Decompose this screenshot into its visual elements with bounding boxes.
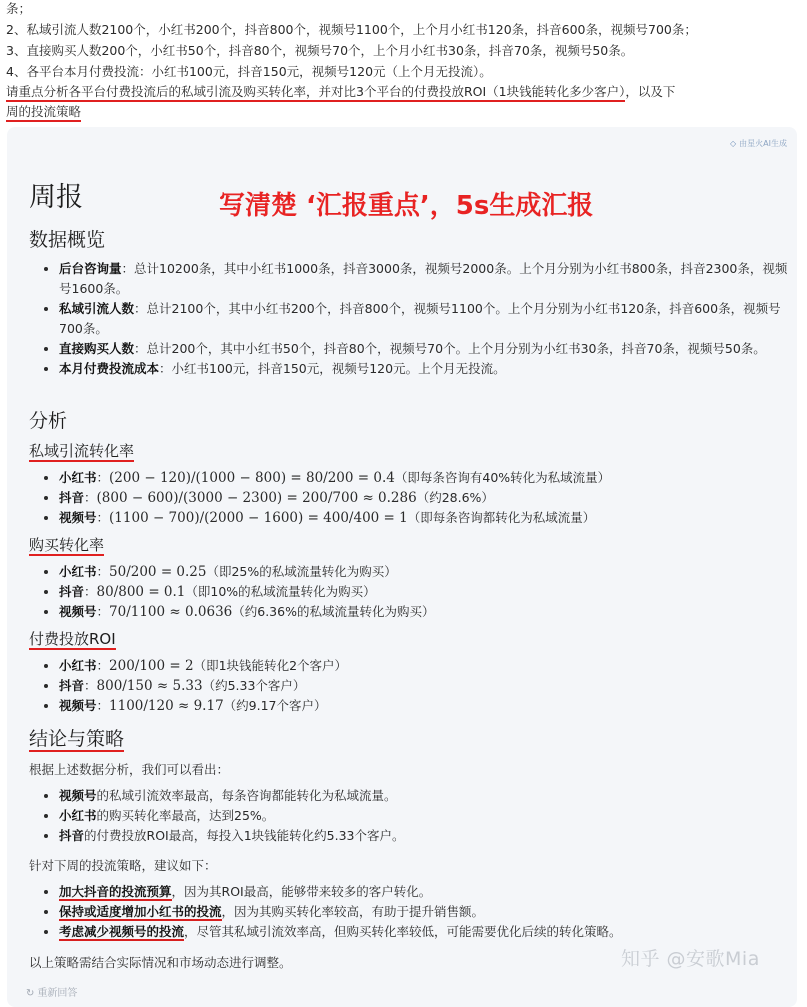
conclusion-heading xyxy=(29,724,124,751)
closing-note: 以上策略需结合实际情况和市场动态进行调整。 xyxy=(29,955,292,970)
purchase-heading-text: 购买转化率 xyxy=(29,536,105,554)
prompt-line-5-tail: ，以及下 xyxy=(625,84,676,99)
item-label: 抖音 xyxy=(59,584,85,599)
formula: 50/200 = 0.25 xyxy=(109,564,207,580)
item-note: （约5.33个客户） xyxy=(202,678,306,693)
item-text: ：总计10200条，其中小红书1000条，抖音3000条，视频号2000条。上个月分别为小红书800条，抖音2300条，视频号1600条。 xyxy=(59,261,788,296)
item-note: （即每条咨询有40%转化为私域流量） xyxy=(394,470,611,485)
list-item xyxy=(59,826,789,846)
purchase-conversion-heading xyxy=(29,534,104,555)
item-label: 视频号 xyxy=(59,788,97,803)
strategy-text: ，因为其购买转化率较高，有助于提升销售额。 xyxy=(221,904,485,919)
list-item: • 抖音：80/800 = 0.1（即10%的私域流量转化为购买） xyxy=(59,582,789,602)
list-item xyxy=(59,806,789,826)
zhihu-watermark: 知乎 @安歌Mia xyxy=(621,948,760,970)
list-item xyxy=(59,359,789,379)
ai-tag-label: 由星火AI生成 xyxy=(739,139,787,148)
item-text: 的私域引流效率最高，每条咨询都能转化为私域流量。 xyxy=(96,788,397,803)
formula: 800/150 ≈ 5.33 xyxy=(96,678,203,694)
roi-list xyxy=(43,656,789,716)
answer-card xyxy=(7,127,797,1007)
private-conversion-list xyxy=(43,468,789,528)
strategy-text: ，因为其ROI最高，能够带来较多的客户转化。 xyxy=(171,884,432,899)
strategy-label: 保持或适度增加小红书的投流 xyxy=(59,904,222,919)
strategy-list xyxy=(43,882,789,942)
strategy-label: 加大抖音的投流预算 xyxy=(59,884,172,899)
list-item xyxy=(59,259,789,299)
item-note: （即10%的私域流量转化为购买） xyxy=(185,584,376,599)
formula: 70/1100 ≈ 0.0636 xyxy=(109,604,233,620)
formula: 200/100 = 2 xyxy=(109,658,194,674)
strategy-intro: 针对下周的投流策略，建议如下： xyxy=(29,858,217,873)
list-item xyxy=(59,786,789,806)
item-label: 小红书 xyxy=(59,564,97,579)
item-note: （即25%的私域流量转化为购买） xyxy=(206,564,397,579)
ai-generated-tag xyxy=(730,138,787,149)
formula: (1100 − 700)/(2000 − 1600) = 400/400 = 1 xyxy=(109,510,408,526)
item-label: 抖音 xyxy=(59,490,85,505)
prompt-line-3: 3、直接购买人数200个，小红书50个，抖音80个，视频号70个，上个月小红书30条，抖音70条，视频号50条。 xyxy=(6,43,634,58)
list-item: • 视频号：(1100 − 700)/(2000 − 1600) = 400/400 = 1（即每条咨询都转化为私域流量） xyxy=(59,508,789,528)
item-note: （约9.17个客户） xyxy=(223,698,327,713)
item-text: 的购买转化率最高，达到25%。 xyxy=(96,808,275,823)
regenerate-button[interactable] xyxy=(26,984,77,999)
private-heading-text: 私域引流转化率 xyxy=(29,442,135,460)
prompt-highlight-2: ，并对比3个平台的付费投放ROI（1块钱能转化多少客户） xyxy=(306,84,625,102)
item-note: （即1块钱能转化2个客户） xyxy=(193,658,348,673)
list-item: • 小红书：50/200 = 0.25（即25%的私域流量转化为购买） xyxy=(59,562,789,582)
item-text: ：小红书100元，抖音150元，视频号120元。上个月无投流。 xyxy=(159,361,506,376)
item-label: 视频号 xyxy=(59,604,97,619)
conclusion-heading-text: 结论与策略 xyxy=(29,728,125,750)
item-text: ：总计2100个，其中小红书200个，抖音800个，视频号1100个。上个月分别为小红书120条，抖音600条，视频号700条。 xyxy=(59,301,781,336)
prompt-line-5 xyxy=(6,81,675,103)
roi-heading xyxy=(29,628,116,649)
formula: 80/800 = 0.1 xyxy=(96,584,186,600)
prompt-line-6 xyxy=(6,101,81,123)
item-note: （约28.6%） xyxy=(416,490,494,505)
list-item: • 视频号：70/1100 ≈ 0.0636（约6.36%的私域流量转化为购买） xyxy=(59,602,789,622)
formula: 1100/120 ≈ 9.17 xyxy=(109,698,224,714)
private-conversion-heading xyxy=(29,440,134,461)
item-text: ：总计200个，其中小红书50个，抖音80个，视频号70个。上个月分别为小红书30条，抖音70条，视频号50条。 xyxy=(134,341,766,356)
purchase-conversion-list xyxy=(43,562,789,622)
regenerate-label: 重新回答 xyxy=(37,988,78,999)
strategy-label: 考虑减少视频号的投流 xyxy=(59,924,185,939)
list-item xyxy=(59,299,789,339)
item-label: 视频号 xyxy=(59,698,97,713)
list-item xyxy=(59,922,789,942)
overview-list xyxy=(43,259,789,379)
item-text: 的付费投放ROI最高，每投入1块钱能转化约5.33个客户。 xyxy=(84,828,405,843)
item-label: 私域引流人数 xyxy=(59,301,135,316)
list-item: • 抖音：800/150 ≈ 5.33（约5.33个客户） xyxy=(59,676,789,696)
item-note: （约6.36%的私域流量转化为购买） xyxy=(232,604,435,619)
overview-heading: 数据概览 xyxy=(29,229,106,251)
strategy-text: ，尽管其私域引流效率高，但购买转化率较低，可能需要优化后续的转化策略。 xyxy=(184,924,622,939)
prompt-line-0: 条； xyxy=(6,1,32,16)
report-title: 周报 xyxy=(29,182,83,213)
item-label: 小红书 xyxy=(59,658,97,673)
formula: (200 − 120)/(1000 − 800) = 80/200 = 0.4 xyxy=(109,470,395,486)
conclusion-intro: 根据上述数据分析，我们可以看出： xyxy=(29,762,230,777)
item-label: 抖音 xyxy=(59,828,85,843)
item-label: 本月付费投流成本 xyxy=(59,361,160,376)
prompt-highlight-3: 周的投流策略 xyxy=(6,104,81,122)
item-label: 小红书 xyxy=(59,470,97,485)
item-label: 抖音 xyxy=(59,678,85,693)
item-note: （即每条咨询都转化为私域流量） xyxy=(407,510,596,525)
formula: (800 − 600)/(3000 − 2300) = 200/700 ≈ 0.286 xyxy=(96,490,417,506)
annotation-banner: 写清楚 ‘汇报重点’，5s生成汇报 xyxy=(219,191,594,221)
list-item xyxy=(59,882,789,902)
list-item: • 视频号：1100/120 ≈ 9.17（约9.17个客户） xyxy=(59,696,789,716)
prompt-line-2: 2、私域引流人数2100个，小红书200个，抖音800个，视频号1100个，上个月小红书120条，抖音600条，视频号700条； xyxy=(6,22,697,37)
prompt-line-4: 4、各平台本月付费投流：小红书100元，抖音150元，视频号120元（上个月无投流）。 xyxy=(6,64,492,79)
item-label: 视频号 xyxy=(59,510,97,525)
refresh-icon: ↻ xyxy=(26,988,35,999)
spark-icon: ◇ xyxy=(730,139,737,148)
list-item xyxy=(59,902,789,922)
item-label: 直接购买人数 xyxy=(59,341,135,356)
list-item: • 小红书：(200 − 120)/(1000 − 800) = 80/200 = 0.4（即每条咨询有40%转化为私域流量） xyxy=(59,468,789,488)
list-item: • 抖音：(800 − 600)/(3000 − 2300) = 200/700 ≈ 0.286（约28.6%） xyxy=(59,488,789,508)
item-label: 后台咨询量 xyxy=(59,261,122,276)
conclusion-list xyxy=(43,786,789,846)
item-label: 小红书 xyxy=(59,808,97,823)
list-item xyxy=(59,339,789,359)
roi-heading-text: 付费投放ROI xyxy=(29,630,116,648)
prompt-highlight-1: 请重点分析各平台付费投流后的私域引流及购买转化率 xyxy=(6,84,306,102)
analysis-heading: 分析 xyxy=(29,410,68,432)
list-item: • 小红书：200/100 = 2（即1块钱能转化2个客户） xyxy=(59,656,789,676)
